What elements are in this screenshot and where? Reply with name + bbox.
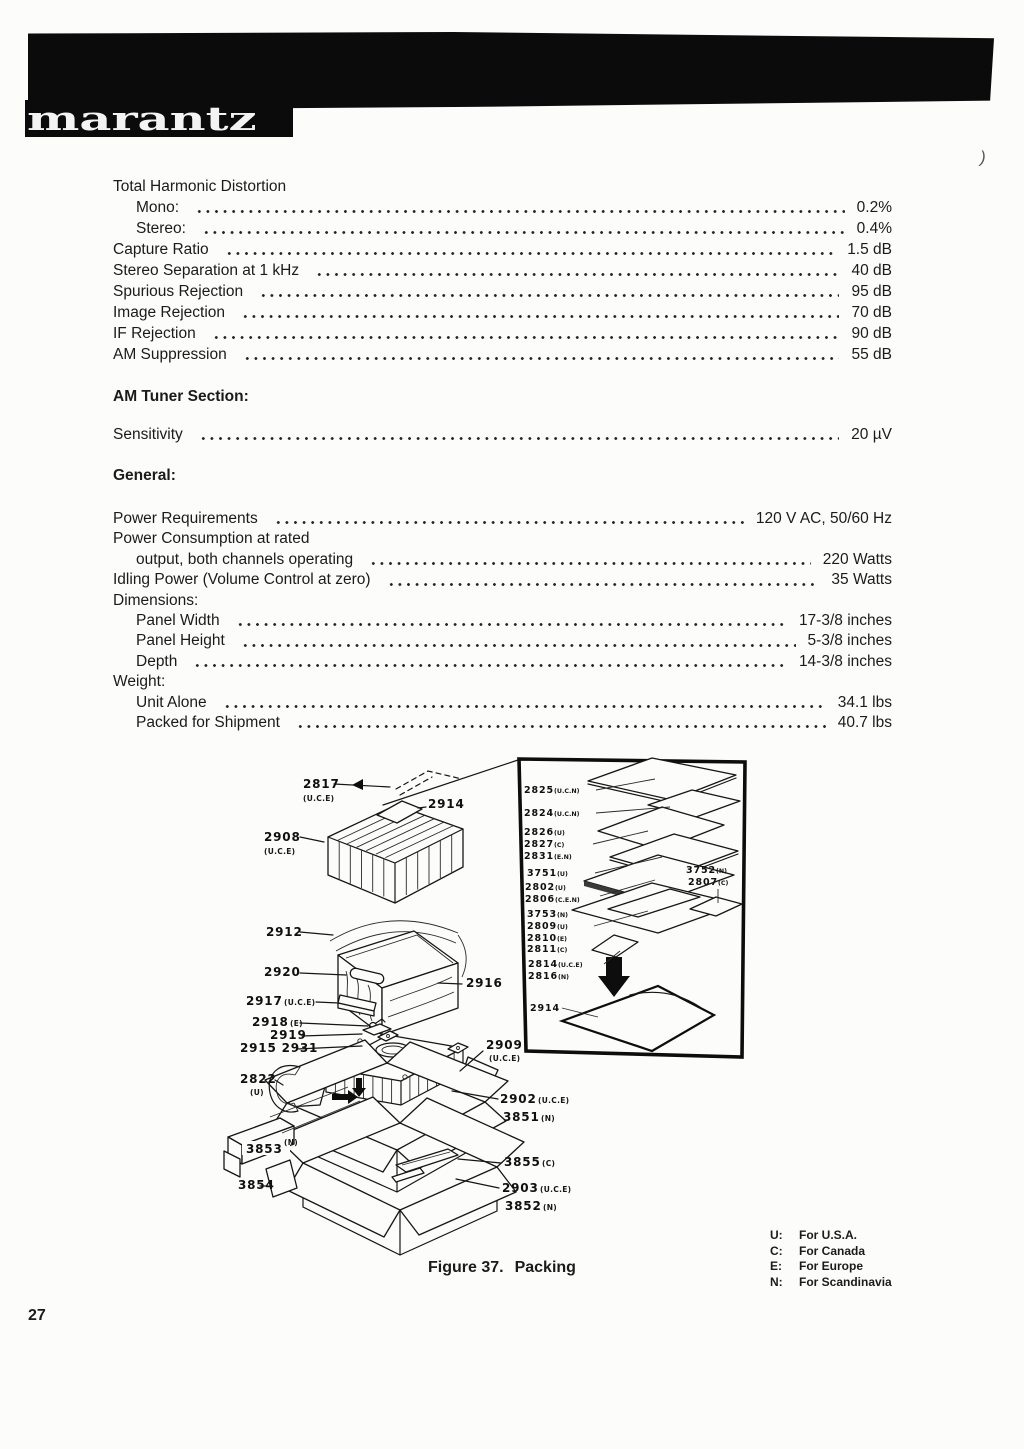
section-heading-am-tuner: AM Tuner Section: xyxy=(113,388,249,405)
spec-value: 120 V AC, 50/60 Hz xyxy=(755,510,892,527)
spec-label: Stereo Separation at 1 kHz xyxy=(113,262,300,279)
part-region-2824: (U.C.N) xyxy=(554,811,580,818)
spec-value: 35 Watts xyxy=(831,571,892,589)
spec-row xyxy=(113,323,892,344)
section-heading-general: General: xyxy=(113,467,176,484)
down-arrow-icon xyxy=(598,957,630,997)
spec-label: Idling Power (Volume Control at zero) xyxy=(113,571,371,589)
spec-row xyxy=(113,239,892,260)
part-label-2806: 2806 xyxy=(525,894,556,905)
part-label-2917: 2917 xyxy=(246,994,283,1008)
part-region-2903: (U.C.E) xyxy=(540,1185,572,1194)
dot-leader xyxy=(294,713,826,733)
part-label-2809: 2809 xyxy=(527,921,558,932)
spec-row xyxy=(113,197,892,218)
part-label-3854: 3854 xyxy=(238,1178,275,1192)
part-region-2902: (U.C.E) xyxy=(538,1096,570,1105)
inset-sheet-stack xyxy=(562,758,742,1051)
part-region-3851: (N) xyxy=(541,1114,556,1123)
spec-label: Mono: xyxy=(136,199,180,216)
legend-text: For Scandinavia xyxy=(799,1274,892,1289)
legend-text: For U.S.A. xyxy=(799,1228,858,1242)
spec-value: 40 dB xyxy=(851,262,892,279)
legend-key: U: xyxy=(770,1228,783,1242)
spec-value: 0.2% xyxy=(856,199,892,216)
spec-label: Packed for Shipment xyxy=(136,713,280,731)
part-label-2831: 2831 xyxy=(524,851,555,862)
am-spec-list xyxy=(113,424,892,445)
part-region-2831: (E.N) xyxy=(554,854,572,861)
general-spec-list xyxy=(113,509,892,733)
dot-leader xyxy=(223,239,836,260)
inset-envelope-2914 xyxy=(562,986,714,1051)
spec-value: 70 dB xyxy=(851,304,892,321)
dot-leader xyxy=(239,631,796,651)
spec-label: output, both channels operating xyxy=(136,550,354,568)
part-label-3752: 3752 xyxy=(686,865,717,876)
spec-value: 1.5 dB xyxy=(847,241,892,258)
legend-text: For Canada xyxy=(799,1243,866,1258)
part-region-2825: (U.C.N) xyxy=(554,788,580,795)
part-region-2918: (E) xyxy=(290,1019,303,1028)
part-label-2816: 2816 xyxy=(528,971,559,982)
figure-caption-title: Packing xyxy=(514,1259,576,1276)
dot-leader xyxy=(191,652,787,672)
top-banner xyxy=(28,32,994,110)
spec-value: 90 dB xyxy=(851,325,892,342)
spec-value: 0.4% xyxy=(856,220,892,237)
spec-row xyxy=(113,713,892,733)
scan-artifact: ) xyxy=(978,147,988,168)
spec-label: Stereo: xyxy=(136,220,186,237)
spec-value: 14-3/8 inches xyxy=(798,652,892,670)
spec-row xyxy=(113,693,892,713)
spec-value: 95 dB xyxy=(851,283,892,300)
spec-label: Unit Alone xyxy=(136,693,207,711)
spec-label: Power Consumption at rated xyxy=(113,530,310,548)
part-label-2814: 2814 xyxy=(528,959,559,970)
dot-leader xyxy=(210,323,840,344)
part-label-2822: 2822 xyxy=(240,1072,277,1086)
page-number: 27 xyxy=(28,1307,46,1324)
part-label-3851: 3851 xyxy=(503,1110,540,1124)
part-region-2827: (C) xyxy=(554,842,565,849)
dot-leader xyxy=(257,281,839,302)
dot-leader xyxy=(200,218,845,239)
spec-label: Spurious Rejection xyxy=(113,283,244,300)
spec-value: 55 dB xyxy=(851,346,892,363)
spec-row xyxy=(113,611,892,631)
part-label-2807: 2807 xyxy=(688,877,719,888)
part-region-2917: (U.C.E) xyxy=(284,998,316,1007)
dot-leader xyxy=(272,509,744,529)
spec-row xyxy=(113,176,892,197)
heatsink-foam-2908 xyxy=(328,801,463,903)
spec-label: Total Harmonic Distortion xyxy=(113,178,287,195)
part-label-3853: 3853 xyxy=(246,1142,283,1156)
dot-leader xyxy=(239,302,839,323)
legend-item xyxy=(770,1259,892,1275)
part-label-2909: 2909 xyxy=(486,1038,523,1052)
spec-row xyxy=(113,218,892,239)
spec-value: 220 Watts xyxy=(822,550,892,568)
spec-label: IF Rejection xyxy=(113,325,196,342)
inset-sheet-2814 xyxy=(592,935,638,957)
dot-leader xyxy=(193,197,845,218)
dot-leader xyxy=(313,260,839,281)
spec-label: Weight: xyxy=(113,673,166,691)
part-region-2817: (U.C.E) xyxy=(303,794,335,803)
dot-leader xyxy=(221,693,826,713)
part-label-2826: 2826 xyxy=(524,827,555,838)
spec-label: Panel Width xyxy=(136,611,220,629)
part-label-2902: 2902 xyxy=(500,1092,537,1106)
left-arrowhead-icon xyxy=(352,779,363,790)
dot-leader xyxy=(241,344,840,365)
part-region-3752: (N) xyxy=(716,868,728,875)
legend-item xyxy=(770,1275,892,1291)
part-label-3855: 3855 xyxy=(504,1155,541,1169)
spec-label: Capture Ratio xyxy=(113,241,209,258)
spec-row xyxy=(113,281,892,302)
spec-value: 40.7 lbs xyxy=(837,713,892,731)
part-region-2810: (E) xyxy=(557,936,568,943)
legend-item xyxy=(770,1244,892,1260)
spec-row xyxy=(113,550,892,570)
part-region-2822: (U) xyxy=(250,1088,264,1097)
dot-leader xyxy=(367,550,811,570)
part-label-2802: 2802 xyxy=(525,882,556,893)
packing-diagram xyxy=(200,745,950,1305)
part-label-2908: 2908 xyxy=(264,830,301,844)
part-label-2817: 2817 xyxy=(303,777,340,791)
fm-spec-list xyxy=(113,176,892,365)
part-region-3751: (U) xyxy=(557,871,568,878)
part-label-2920: 2920 xyxy=(264,965,301,979)
part-label-2827: 2827 xyxy=(524,839,555,850)
spec-value: 20 µV xyxy=(851,426,892,443)
part-label-2914-top: 2914 xyxy=(428,797,465,811)
part-region-2814: (U.C.E) xyxy=(558,962,583,969)
spec-row xyxy=(113,302,892,323)
legend-item xyxy=(770,1228,892,1244)
spec-label: AM Suppression xyxy=(113,346,227,363)
part-region-2802: (U) xyxy=(555,885,566,892)
part-label-3753: 3753 xyxy=(527,909,558,920)
spec-row xyxy=(113,652,892,672)
spec-row xyxy=(113,509,892,529)
part-label-3751: 3751 xyxy=(527,868,558,879)
part-region-3852: (N) xyxy=(543,1203,558,1212)
dot-leader xyxy=(197,424,839,445)
spec-label: Dimensions: xyxy=(113,591,199,609)
spec-label: Power Requirements xyxy=(113,510,258,527)
part-label-2912: 2912 xyxy=(266,925,303,939)
spec-row xyxy=(113,344,892,365)
part-label-2918: 2918 xyxy=(252,1015,289,1029)
part-label-2903: 2903 xyxy=(502,1181,539,1195)
dot-leader xyxy=(385,570,820,590)
dot-leader xyxy=(234,611,787,631)
legend-text: For Europe xyxy=(799,1259,864,1273)
part-region-2909: (U.C.E) xyxy=(489,1054,521,1063)
part-label-2810: 2810 xyxy=(527,933,558,944)
spec-row xyxy=(113,260,892,281)
legend-key: C: xyxy=(770,1243,783,1258)
region-legend xyxy=(770,1228,892,1290)
brand-logo-text: marantz xyxy=(27,100,257,137)
spec-value: 34.1 lbs xyxy=(837,693,892,711)
legend-key: E: xyxy=(770,1259,782,1273)
part-region-2816: (N) xyxy=(558,974,570,981)
part-label-2824: 2824 xyxy=(524,808,555,819)
spec-row xyxy=(113,631,892,651)
legend-key: N: xyxy=(770,1274,783,1289)
part-label-2914-inset: 2914 xyxy=(530,1003,561,1014)
part-region-2811: (C) xyxy=(557,947,568,954)
spec-row xyxy=(113,672,892,692)
spec-label: Image Rejection xyxy=(113,304,226,321)
spec-row xyxy=(113,570,892,590)
brand-logo xyxy=(25,100,293,137)
spec-label: Sensitivity xyxy=(113,426,183,443)
phantom-sheet-2817 xyxy=(334,771,462,795)
part-label-2916: 2916 xyxy=(466,976,503,990)
part-region-3855: (C) xyxy=(542,1159,556,1168)
spec-value: 17-3/8 inches xyxy=(798,611,892,629)
spec-label: Panel Height xyxy=(136,632,225,650)
part-label-2811: 2811 xyxy=(527,944,558,955)
spec-row xyxy=(113,424,892,445)
part-region-2809: (U) xyxy=(557,924,568,931)
part-label-2919: 2919 xyxy=(270,1028,307,1042)
figure-caption xyxy=(428,1259,576,1277)
spec-row xyxy=(113,529,892,549)
part-region-2806: (C.E.N) xyxy=(555,897,580,904)
part-label-2915-2931: 2915 2931 xyxy=(240,1041,319,1055)
part-label-2825: 2825 xyxy=(524,785,555,796)
part-region-2908: (U.C.E) xyxy=(264,847,296,856)
part-region-2807: (C) xyxy=(718,880,729,887)
part-label-3852: 3852 xyxy=(505,1199,542,1213)
spec-value: 5-3/8 inches xyxy=(807,632,892,650)
part-region-3753: (N) xyxy=(557,912,569,919)
figure-caption-number: Figure 37. xyxy=(428,1259,504,1276)
part-region-3853: (N) xyxy=(284,1138,299,1147)
part-region-2826: (U) xyxy=(554,830,565,837)
spec-row xyxy=(113,591,892,611)
spec-label: Depth xyxy=(136,652,178,670)
